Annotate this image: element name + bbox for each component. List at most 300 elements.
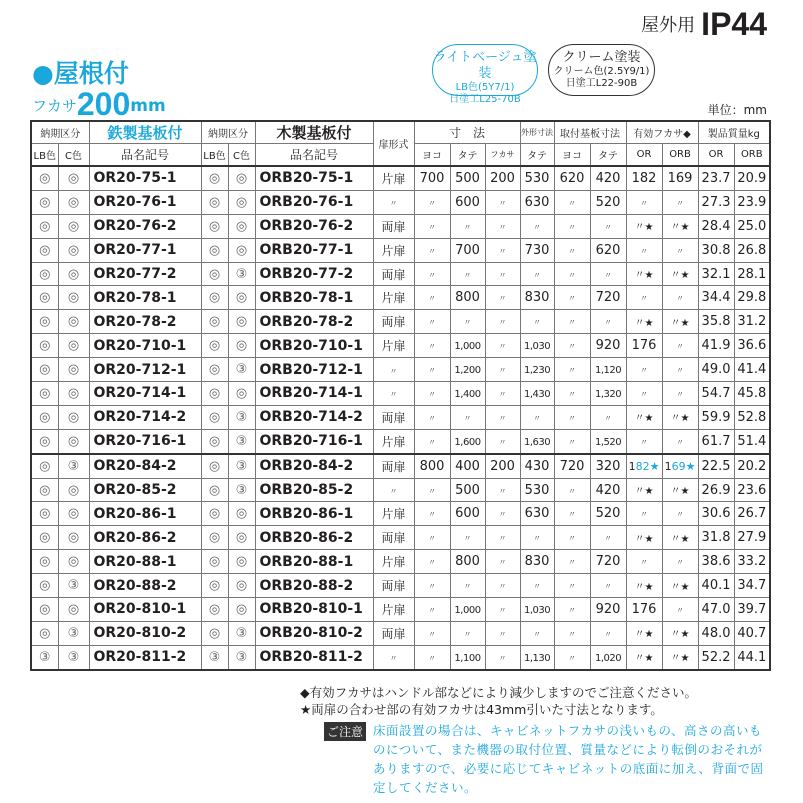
cell-text: 630 — [524, 506, 550, 522]
table-row — [31, 526, 770, 550]
caution-text: 床面設置の場合は、キャビネットフカサの浅いもの、高さの高いものについて、また機器の取付位置、質量などにより転倒のおそれがありますので、必要に応じてキャビネットの底面に加え、背面で固定してください。 — [373, 723, 764, 795]
table-row — [31, 429, 770, 453]
cell-mount-tate — [590, 526, 626, 550]
cell-fukasa — [485, 382, 520, 406]
cell-wood-pn — [255, 190, 373, 214]
cell-lb — [31, 238, 58, 262]
cell-text: 〃 — [604, 270, 613, 280]
cell-text: 182 — [631, 170, 657, 186]
cell-mount-tate — [590, 598, 626, 622]
cell-lb — [201, 238, 228, 262]
cell-text: 〃 — [428, 366, 436, 376]
cell-text: ORB20-714-2 — [259, 409, 363, 426]
cell-text: 28.4 — [701, 218, 731, 234]
cell-text: OR20-716-1 — [93, 433, 187, 450]
header-orb: ORB — [734, 144, 770, 167]
cell-fukasa — [485, 190, 520, 214]
cell-text: 〃 — [463, 413, 472, 423]
cell-text: 〃 — [498, 294, 507, 304]
cell-text: 1,020 — [594, 652, 622, 664]
cell-text: 500 — [455, 170, 480, 186]
paint-cream-badge — [548, 44, 655, 96]
cell-mass-orb — [734, 166, 770, 190]
cell-door — [373, 550, 414, 574]
cell-mount-yoko — [554, 454, 590, 478]
cell-mount-yoko — [554, 310, 590, 334]
cell-steel-pn — [89, 334, 201, 358]
header-eff: 有効フカサ◆ — [626, 121, 698, 144]
cell-wood-pn — [255, 478, 373, 502]
header-door: 扉形式 — [373, 121, 414, 166]
header-tate: タテ — [590, 144, 626, 167]
cell-text: 44.1 — [737, 649, 767, 665]
cell-text: OR20-85-2 — [93, 482, 177, 499]
cell-fukasa — [485, 310, 520, 334]
cell-text: 40.1 — [701, 578, 731, 594]
cell-lb — [31, 645, 58, 669]
cell-text: 320 — [595, 458, 621, 474]
cell-fukasa — [485, 358, 520, 382]
cell-wood-pn — [255, 429, 373, 453]
cell-lb — [31, 382, 58, 406]
cell-eff-or — [626, 550, 662, 574]
cell-text: 〃 — [463, 629, 472, 639]
cell-text: 1,430 — [523, 388, 551, 400]
cell-text: ORB20-77-1 — [259, 242, 354, 259]
cell-wood-pn — [255, 550, 373, 574]
cell-lb — [201, 574, 228, 598]
cell-text: OR20-75-1 — [93, 170, 177, 187]
cell-text: ◎ — [235, 601, 248, 617]
cell-text-starred: 〃★ — [634, 270, 654, 281]
cell-text: ◎ — [235, 218, 248, 234]
cell-text: OR20-710-1 — [93, 337, 187, 354]
caution-label: ご注意 — [324, 722, 366, 741]
cell-text: ◎ — [208, 194, 221, 210]
cell-eff-or — [626, 502, 662, 526]
cell-text: ◎ — [39, 530, 51, 546]
cell-mount-tate — [590, 478, 626, 502]
cell-text: ◎ — [208, 170, 221, 186]
cell-text: ③ — [235, 433, 248, 449]
cell-wood-pn — [255, 454, 373, 478]
cell-text: 〃 — [428, 629, 436, 639]
cell-text: 〃 — [640, 366, 649, 376]
cell-mass-orb — [734, 358, 770, 382]
usage-label: 屋外用 — [641, 15, 696, 36]
cell-c — [58, 286, 89, 310]
cell-mass-or — [698, 526, 734, 550]
cell-text: 〃 — [604, 534, 613, 544]
cell-text: 730 — [524, 242, 550, 258]
cell-tate — [450, 645, 485, 669]
cell-text: 〃 — [640, 510, 649, 520]
cell-text: 〃 — [568, 558, 577, 568]
cell-fukasa — [485, 502, 520, 526]
paint-ref: 日塗工L22-90B — [565, 78, 638, 89]
table-row — [31, 478, 770, 502]
cell-text: 1,320 — [594, 388, 622, 400]
cell-c — [58, 574, 89, 598]
cell-mass-orb — [734, 502, 770, 526]
cell-text: 23.9 — [737, 194, 767, 210]
cell-text: 20.2 — [737, 458, 767, 474]
cell-fukasa — [485, 166, 520, 190]
cell-mass-or — [698, 190, 734, 214]
cell-lb — [31, 310, 58, 334]
cell-outer-tate — [520, 166, 554, 190]
depth-label: フカサ — [32, 97, 77, 115]
cell-text: 両扉 — [381, 267, 406, 282]
cell-text: 〃 — [568, 342, 577, 352]
cell-text: 〃 — [463, 270, 472, 280]
cell-text: ③ — [235, 458, 248, 474]
cell-c — [58, 334, 89, 358]
cell-fukasa — [485, 526, 520, 550]
cell-text: ◎ — [39, 385, 51, 401]
cell-text: 49.0 — [701, 362, 731, 378]
cell-eff-orb — [662, 358, 698, 382]
cell-tate — [450, 334, 485, 358]
cell-text: ◎ — [235, 194, 248, 210]
cell-fukasa — [485, 334, 520, 358]
cell-text: 1,130 — [523, 652, 551, 664]
cell-lb — [201, 262, 228, 286]
cell-mass-or — [698, 405, 734, 429]
cell-text: 52.2 — [701, 649, 731, 665]
cell-yoko — [414, 310, 450, 334]
cell-text: 45.8 — [737, 385, 767, 401]
cell-tate — [450, 166, 485, 190]
cell-eff-or — [626, 429, 662, 453]
cell-mount-tate — [590, 621, 626, 645]
cell-fukasa — [485, 238, 520, 262]
cell-fukasa — [485, 454, 520, 478]
cell-text: 片扉 — [381, 339, 406, 354]
note-double-door: ★両扉の合わせ部の有効フカサは43mm引いた寸法となります。 — [300, 702, 663, 717]
table-row — [31, 190, 770, 214]
cell-tate — [450, 358, 485, 382]
cell-text: ◎ — [39, 362, 51, 378]
header-mount: 取付基板寸法 — [554, 121, 626, 144]
cell-text: 〃 — [428, 486, 436, 496]
cell-text: 片扉 — [381, 243, 406, 258]
cell-eff-orb — [662, 621, 698, 645]
table-row — [31, 358, 770, 382]
cell-outer-tate — [520, 214, 554, 238]
cell-lb — [201, 334, 228, 358]
cell-text: 〃 — [640, 437, 649, 447]
cell-mount-yoko — [554, 645, 590, 669]
cell-lb — [201, 502, 228, 526]
table-row — [31, 405, 770, 429]
table-row — [31, 621, 770, 645]
cell-wood-pn — [255, 214, 373, 238]
cell-text: 両扉 — [381, 531, 406, 546]
cell-text-starred: 〃★ — [670, 629, 690, 641]
cell-outer-tate — [520, 334, 554, 358]
cell-text: OR20-86-2 — [93, 529, 177, 546]
cell-text: 〃 — [389, 366, 398, 376]
cell-text-starred: 169★ — [664, 459, 696, 473]
cell-text: 〃 — [428, 413, 436, 423]
cell-door — [373, 574, 414, 598]
cell-text: ◎ — [208, 242, 221, 258]
cell-text: 〃 — [568, 605, 577, 615]
header-mass: 製品質量kg — [698, 121, 770, 144]
table-row — [31, 598, 770, 622]
cell-text: 1,230 — [523, 365, 551, 377]
cell-text: ◎ — [39, 506, 51, 522]
cell-tate — [450, 454, 485, 478]
cell-text: 両扉 — [381, 315, 406, 330]
cell-text: 51.4 — [737, 433, 767, 449]
cell-text: ORB20-78-2 — [259, 313, 354, 330]
cell-mass-or — [698, 214, 734, 238]
cell-text: ③ — [235, 409, 248, 425]
cell-text-starred: 〃★ — [634, 222, 654, 234]
cell-text: 41.4 — [737, 362, 767, 378]
cell-text: 〃 — [498, 629, 507, 639]
cell-text-starred: 〃★ — [634, 486, 654, 498]
cell-c — [228, 478, 255, 502]
cell-text: ◎ — [67, 409, 80, 425]
cell-text: ◎ — [67, 266, 80, 282]
cell-text: OR20-712-1 — [93, 361, 187, 378]
cell-eff-orb — [662, 429, 698, 453]
cell-text: ◎ — [67, 530, 80, 546]
cell-c — [58, 310, 89, 334]
cell-text: 61.7 — [701, 433, 731, 449]
cell-text: OR20-810-1 — [93, 601, 187, 618]
cell-text: ORB20-84-2 — [259, 458, 354, 475]
cell-door — [373, 478, 414, 502]
cell-yoko — [414, 502, 450, 526]
cell-c — [58, 645, 89, 669]
cell-eff-orb — [662, 166, 698, 190]
cell-mount-tate — [590, 238, 626, 262]
cell-text: ◎ — [67, 338, 80, 354]
cell-eff-or — [626, 334, 662, 358]
cell-text-starred: 〃★ — [670, 486, 690, 498]
cell-text: ③ — [235, 482, 248, 498]
cell-text: ◎ — [208, 409, 221, 425]
cell-door — [373, 358, 414, 382]
cell-yoko — [414, 526, 450, 550]
cell-text: 〃 — [428, 270, 436, 280]
cell-text: 1,200 — [454, 365, 481, 377]
cell-text: ◎ — [208, 601, 221, 617]
header-or: OR — [698, 144, 734, 167]
cell-steel-pn — [89, 550, 201, 574]
cell-text: 22.5 — [701, 458, 731, 474]
cell-tate — [450, 526, 485, 550]
cell-wood-pn — [255, 238, 373, 262]
cell-text: 420 — [595, 170, 621, 186]
cell-steel-pn — [89, 621, 201, 645]
cell-text-starred: 〃★ — [634, 581, 654, 593]
header-c: C色 — [228, 144, 255, 167]
cell-text: 〃 — [568, 270, 577, 280]
cell-text: 両扉 — [381, 459, 406, 474]
cell-text: 〃 — [498, 653, 507, 663]
cell-tate — [450, 382, 485, 406]
cell-text: 30.8 — [701, 242, 731, 258]
cell-text: ORB20-76-2 — [259, 218, 354, 235]
cell-text: 片扉 — [381, 507, 406, 522]
cell-lb — [201, 310, 228, 334]
cell-outer-tate — [520, 526, 554, 550]
cell-c — [58, 621, 89, 645]
cell-text: 〃 — [533, 413, 542, 423]
cell-text: 31.2 — [737, 314, 767, 330]
cell-wood-pn — [255, 574, 373, 598]
cell-text: OR20-78-1 — [93, 289, 177, 306]
cell-mass-orb — [734, 478, 770, 502]
cell-text: 〃 — [568, 486, 577, 496]
cell-text: 〃 — [498, 510, 507, 520]
cell-c — [228, 454, 255, 478]
cell-text: 〃 — [389, 487, 398, 497]
cell-text: ③ — [235, 362, 248, 378]
cell-text: 〃 — [568, 534, 577, 544]
cell-text-starred: 〃★ — [670, 413, 690, 425]
cell-text: ③ — [235, 266, 248, 282]
cell-c — [228, 429, 255, 453]
cell-text: ◎ — [39, 554, 51, 570]
paint-ref: 日塗工L25-70B — [449, 94, 521, 105]
cell-mass-orb — [734, 598, 770, 622]
header-yoko: ヨコ — [554, 144, 590, 167]
cell-c — [58, 405, 89, 429]
cell-steel-pn — [89, 262, 201, 286]
cell-text: 両扉 — [381, 579, 406, 594]
cell-text: ◎ — [235, 290, 248, 306]
cell-c — [58, 429, 89, 453]
header-wood: 木製基板付 — [255, 121, 373, 144]
cell-lb — [31, 214, 58, 238]
cell-door — [373, 454, 414, 478]
cell-text: 〃 — [428, 653, 436, 663]
cell-eff-orb — [662, 405, 698, 429]
cell-text: 29.8 — [737, 290, 767, 306]
cell-lb — [201, 454, 228, 478]
cell-text: ◎ — [208, 290, 221, 306]
cell-mount-tate — [590, 502, 626, 526]
header-delivery: 納期区分 — [201, 121, 255, 144]
cell-wood-pn — [255, 262, 373, 286]
cell-mass-or — [698, 598, 734, 622]
cell-mount-yoko — [554, 574, 590, 598]
cell-text: ◎ — [235, 554, 248, 570]
cell-mount-yoko — [554, 262, 590, 286]
cell-yoko — [414, 598, 450, 622]
cell-text: 〃 — [568, 653, 577, 663]
cell-yoko — [414, 190, 450, 214]
cell-lb — [31, 334, 58, 358]
cell-text: 39.7 — [737, 601, 767, 617]
cell-text: 20.9 — [737, 170, 767, 186]
cell-tate — [450, 550, 485, 574]
cell-text-starred: 〃★ — [670, 222, 690, 234]
cell-text: ORB20-85-2 — [259, 482, 354, 499]
cell-outer-tate — [520, 310, 554, 334]
cell-c — [228, 502, 255, 526]
cell-mount-tate — [590, 310, 626, 334]
cell-lb — [31, 262, 58, 286]
cell-text-starred: 〃★ — [634, 629, 654, 641]
cell-text: ◎ — [67, 314, 80, 330]
cell-text-starred: 〃★ — [670, 317, 690, 329]
cell-mass-or — [698, 574, 734, 598]
ip-rating: IP44 — [701, 6, 767, 42]
cell-yoko — [414, 429, 450, 453]
cell-door — [373, 621, 414, 645]
cell-yoko — [414, 238, 450, 262]
cell-text: 〃 — [568, 222, 577, 232]
cell-outer-tate — [520, 478, 554, 502]
cell-text-starred: 182★ — [628, 459, 660, 473]
header-pn: 品名記号 — [255, 144, 373, 167]
cell-text: 〃 — [498, 605, 507, 615]
cell-wood-pn — [255, 166, 373, 190]
cell-text: 〃 — [428, 198, 436, 208]
cell-text: 26.7 — [737, 506, 767, 522]
cell-fukasa — [485, 405, 520, 429]
cell-text: 〃 — [568, 437, 577, 447]
cell-text-starred: 〃★ — [670, 653, 690, 665]
cell-text: 520 — [595, 194, 621, 210]
table-row — [31, 286, 770, 310]
cell-door — [373, 286, 414, 310]
cell-text: 520 — [595, 506, 621, 522]
cell-yoko — [414, 358, 450, 382]
paint-code: クリーム色(2.5Y9/1) — [553, 66, 650, 77]
table-row — [31, 214, 770, 238]
cell-text: 1,030 — [523, 604, 551, 616]
depth-value: 200 — [76, 86, 131, 122]
cell-eff-orb — [662, 478, 698, 502]
cell-eff-orb — [662, 214, 698, 238]
cell-lb — [201, 286, 228, 310]
cell-mass-or — [698, 454, 734, 478]
cell-text: 〃 — [676, 198, 685, 208]
cell-door — [373, 238, 414, 262]
cell-text: OR20-77-1 — [93, 242, 177, 259]
cell-eff-or — [626, 310, 662, 334]
cell-text: ③ — [67, 625, 80, 641]
cell-text: 〃 — [604, 222, 613, 232]
cell-text: ◎ — [208, 433, 221, 449]
cell-steel-pn — [89, 645, 201, 669]
cell-text: 500 — [455, 482, 480, 498]
cell-text: 600 — [455, 506, 480, 522]
cell-text: 48.0 — [701, 625, 731, 641]
table-row — [31, 310, 770, 334]
cell-text: 両扉 — [381, 410, 406, 425]
cell-c — [228, 334, 255, 358]
cell-text: 〃 — [428, 605, 436, 615]
cell-text: 720 — [559, 458, 585, 474]
cell-mount-yoko — [554, 526, 590, 550]
cell-wood-pn — [255, 526, 373, 550]
cell-text: ◎ — [67, 433, 80, 449]
table-row — [31, 645, 770, 669]
cell-text: ◎ — [235, 385, 248, 401]
cell-mount-tate — [590, 334, 626, 358]
table-row — [31, 166, 770, 190]
cell-text: 〃 — [463, 222, 472, 232]
